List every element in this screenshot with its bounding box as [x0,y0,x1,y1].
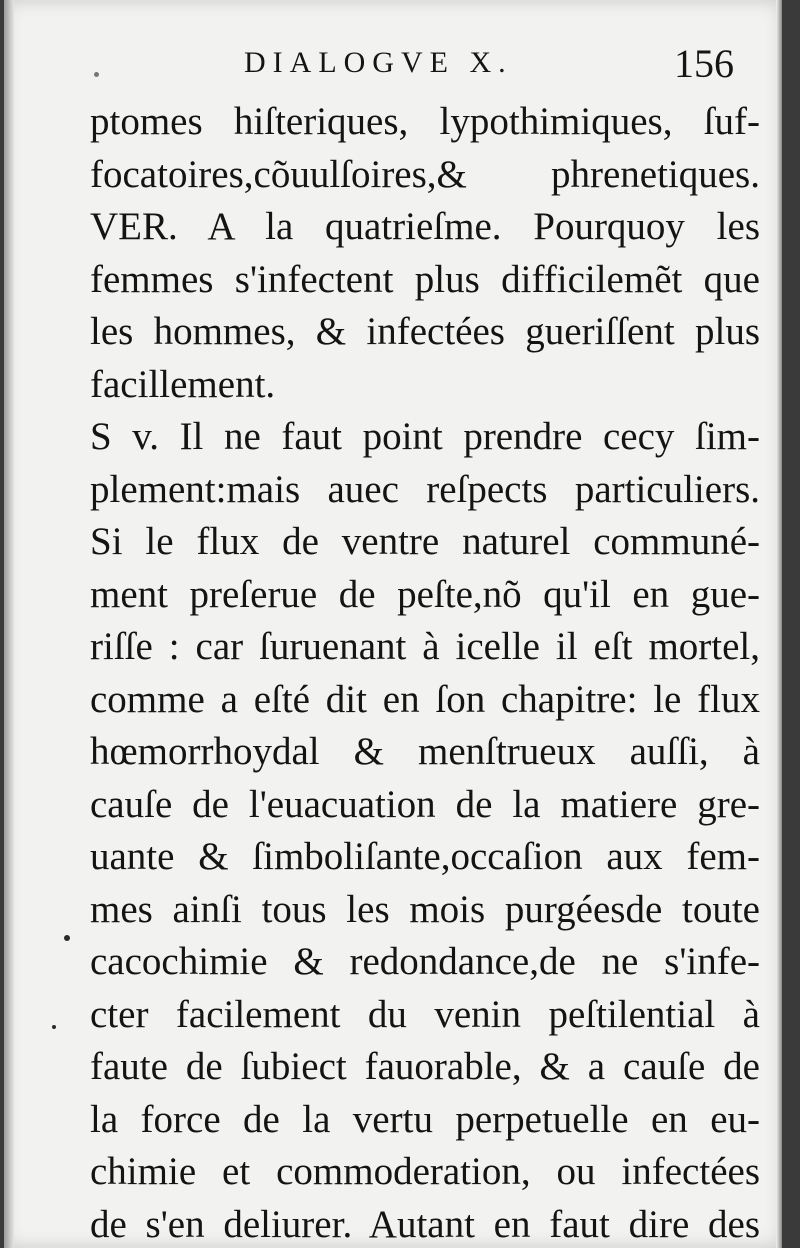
page-header [4,40,782,90]
text-line: ptomes hiſteriques, lypothimiques, ſuf- [90,100,760,143]
text-line: VER. A la quatrieſme. Pourquoy les [90,205,760,248]
text-line: S v. Il ne faut point prendre cecy ſim- [90,415,760,458]
text-line: femmes s'infectent plus difficilemẽt que [90,257,760,301]
text-line: comme a eſté dit en ſon chapitre: le flux [90,677,760,721]
page-edge-shadow [776,0,782,1248]
running-title: DIALOGVE X. [244,46,513,79]
text-line: cter facilement du venin peſtilential à [90,992,760,1036]
text-line: cauſe de l'euacuation de la matiere gre- [90,782,760,826]
text-line: mes ainſi tous les mois purgéesde toute [90,887,760,931]
text-line: uante & ſimboliſante,occaſion aux fem- [90,835,760,878]
text-line: riſſe : car ſuruenant à icelle il eſt mortel, [90,625,760,668]
text-line: plement:mais auec reſpects particuliers. [90,467,760,511]
text-line: les hommes, & infectées gueriſſent plus [90,310,760,353]
text-line: hœmorrhoydal & menſtrueux auſſi, à [90,730,760,773]
text-line: focatoires,cõuulſoires,& phrenetiques. [90,152,760,196]
ink-speck [52,1025,56,1029]
text-line: facillement. [90,362,276,406]
page-number: 156 [674,41,734,86]
text-line: cacochimie & redondance,de ne s'infe- [90,940,760,983]
text-line: Si le flux de ventre naturel communé- [90,520,760,563]
text-line: ment preſerue de peſte,nõ qu'il en gue- [90,572,760,616]
text-line: faute de ſubiect fauorable, & a cauſe de [90,1045,760,1088]
text-line: de s'en deliurer. Autant en faut dire des [90,1202,760,1246]
page-gutter-shadow [4,0,14,1248]
text-line: chimie et commoderation, ou infectées [90,1150,760,1193]
text-line: la force de la vertu perpetuelle en eu- [90,1097,760,1141]
book-page [4,0,782,1248]
ink-speck [64,935,70,941]
body-text [90,96,760,1248]
